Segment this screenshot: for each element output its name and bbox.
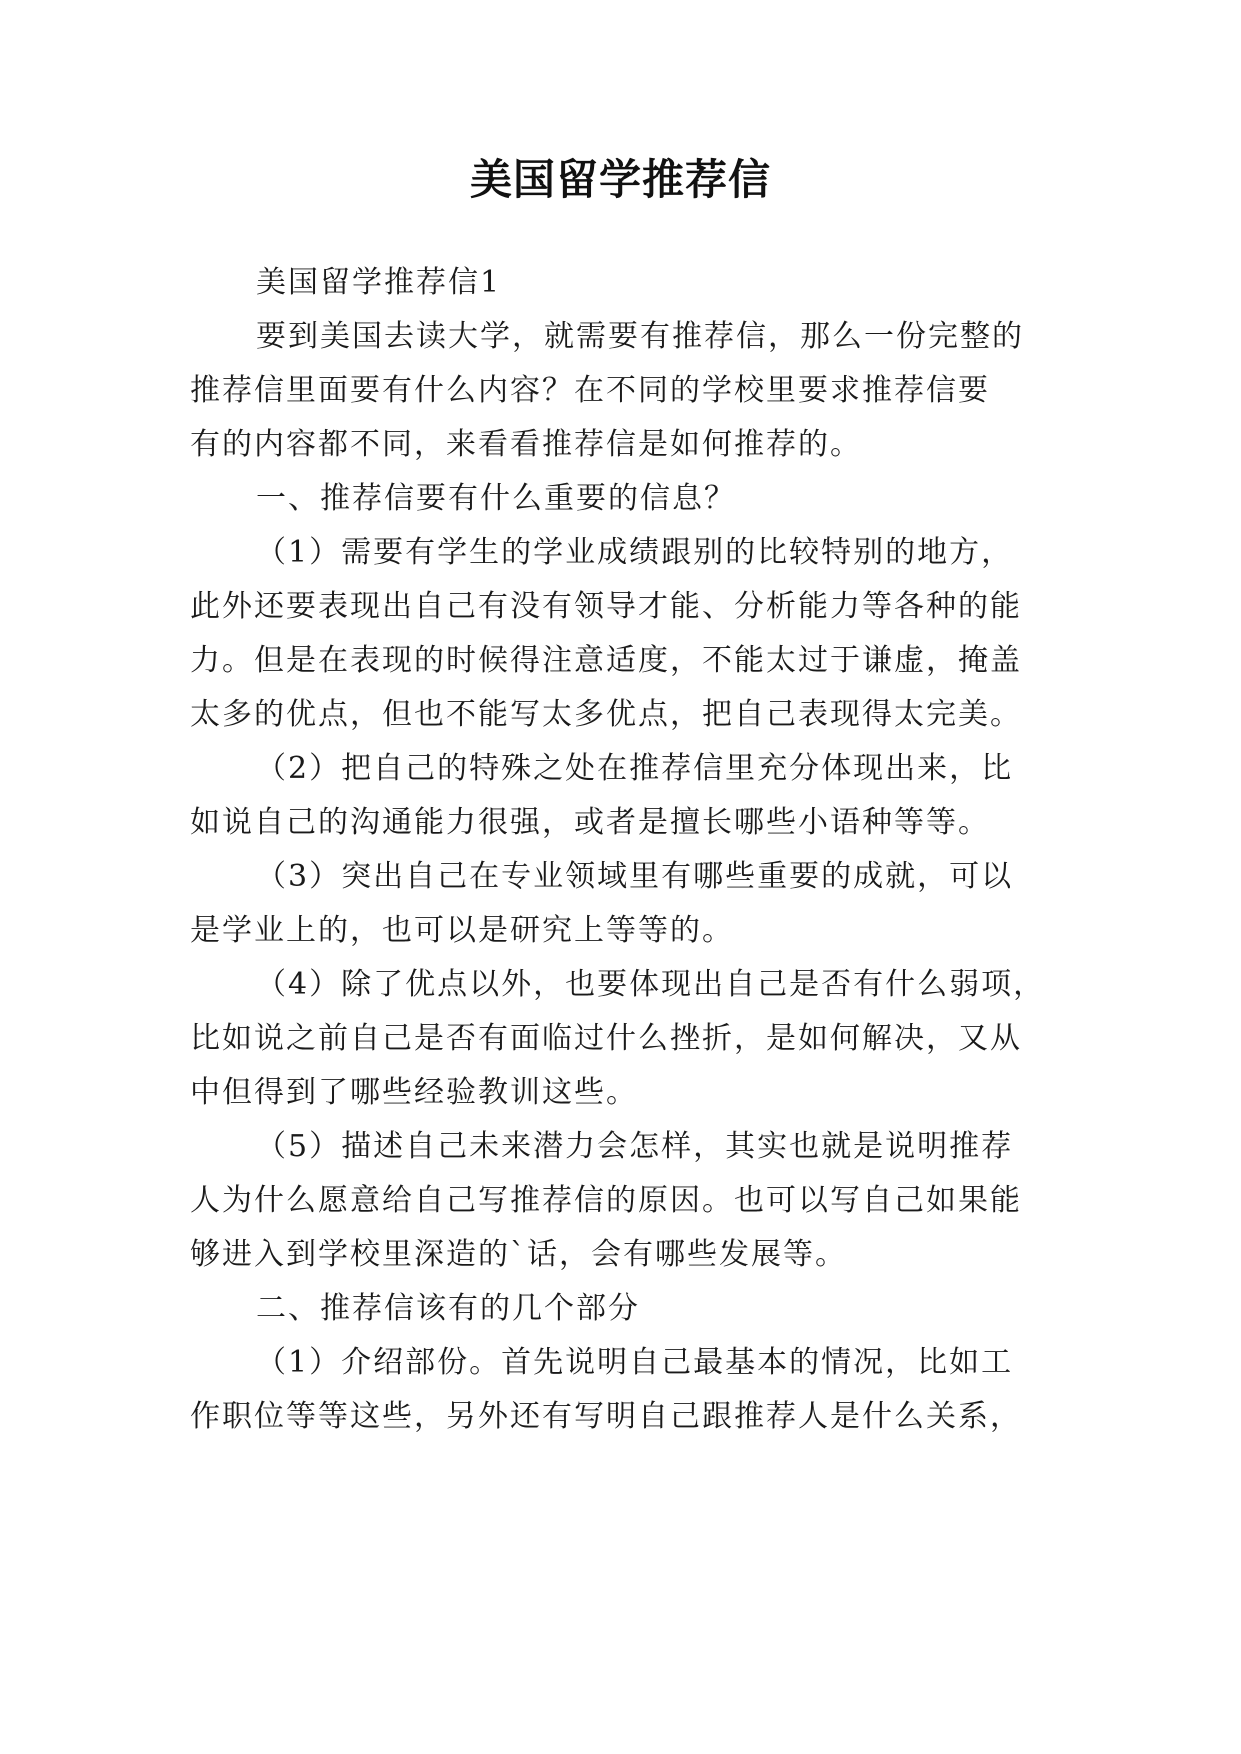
paragraph-line: 够进入到学校里深造的`话，会有哪些发展等。 [190,1237,847,1272]
document-title: 美国留学推荐信 [469,155,771,204]
paragraph-line: 此外还要表现出自己有没有领导才能、分析能力等各种的能 [190,589,1022,624]
paragraph-line: 中但得到了哪些经验教训这些。 [190,1075,638,1110]
paragraph-line: （3）突出自己在专业领域里有哪些重要的成就，可以 [256,859,1014,894]
paragraph-line: 太多的优点，但也不能写太多优点，把自己表现得太完美。 [190,697,1022,732]
section-heading-2: 二、推荐信该有的几个部分 [256,1291,640,1326]
subheading-letter-1: 美国留学推荐信1 [256,265,502,300]
paragraph-line: 推荐信里面要有什么内容？在不同的学校里要求推荐信要 [190,373,990,408]
paragraph-line: 如说自己的沟通能力很强，或者是擅长哪些小语种等等。 [190,805,990,840]
paragraph-line: （5）描述自己未来潜力会怎样，其实也就是说明推荐 [256,1129,1014,1164]
paragraph-line: 是学业上的，也可以是研究上等等的。 [190,913,734,948]
paragraph-line: 有的内容都不同，来看看推荐信是如何推荐的。 [190,427,862,462]
paragraph-line: 人为什么愿意给自己写推荐信的原因。也可以写自己如果能 [190,1183,1022,1218]
paragraph-line: （1）需要有学生的学业成绩跟别的比较特别的地方， [256,535,1014,570]
paragraph-line: （1）介绍部份。首先说明自己最基本的情况，比如工 [256,1345,1014,1380]
paragraph-line: （2）把自己的特殊之处在推荐信里充分体现出来，比 [256,751,1014,786]
paragraph-line: （4）除了优点以外，也要体现出自己是否有什么弱项， [256,967,1046,1002]
paragraph-line: 比如说之前自己是否有面临过什么挫折，是如何解决，又从 [190,1021,1022,1056]
paragraph-line: 要到美国去读大学，就需要有推荐信，那么一份完整的 [256,319,1024,354]
section-heading-1: 一、推荐信要有什么重要的信息？ [256,481,736,516]
paragraph-line: 力。但是在表现的时候得注意适度，不能太过于谦虚，掩盖 [190,643,1022,678]
paragraph-line: 作职位等等这些，另外还有写明自己跟推荐人是什么关系， [190,1399,1022,1434]
